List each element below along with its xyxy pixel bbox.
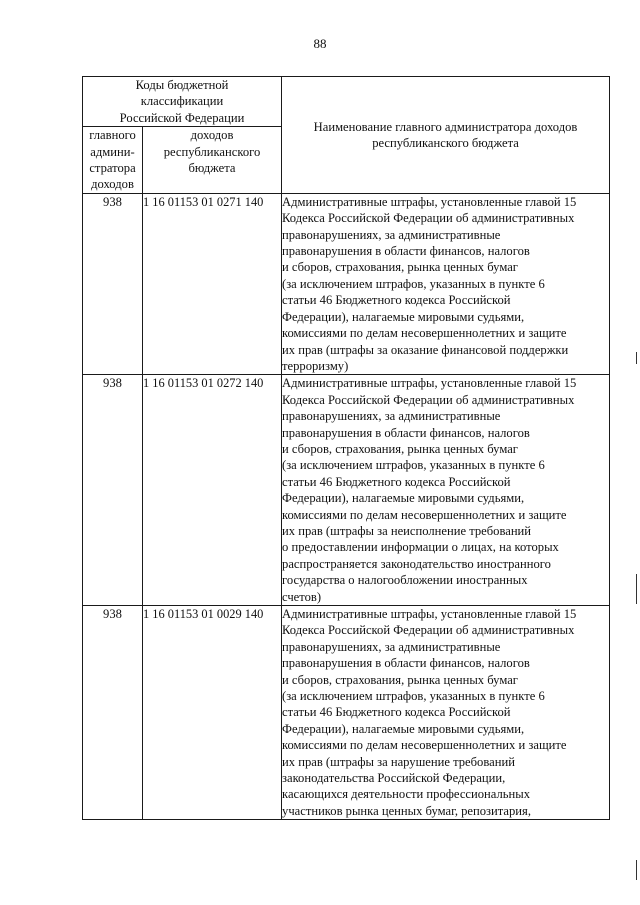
income-name-line: о предоставлении информации о лицах, на которых [282,540,559,555]
income-name-line: комиссиями по делам несовершеннолетних и защите [282,507,567,522]
income-name-line: (за исключением штрафов, указанных в пункте 6 [282,276,545,291]
header-admin-line: доходов [91,177,134,192]
income-name-line: комиссиями по делам несовершеннолетних и защите [282,326,567,341]
table-body [83,193,610,819]
income-name-line: правонарушениях, за административные [282,639,501,654]
scan-artifact-mark [636,574,637,604]
income-name-line: Федерации), налагаемые мировыми судьями, [282,309,525,324]
income-name-line: законодательства Российской Федерации, [282,771,506,786]
income-name-line: правонарушения в области финансов, налогов [282,244,530,259]
income-name-line: их прав (штрафы за нарушение требований [282,754,515,769]
income-name-line: Административные штрафы, установленные главой 15 [282,194,577,209]
income-name-line: правонарушения в области финансов, налогов [282,656,530,671]
income-name-line: комиссиями по делам несовершеннолетних и защите [282,738,567,753]
income-name-line: и сборов, страхования, рынка ценных бумаг [282,260,518,275]
income-name-line: Кодекса Российской Федерации об административных [282,623,575,638]
scan-artifact-mark [636,860,637,880]
income-name-line: Федерации), налагаемые мировыми судьями, [282,721,525,736]
page-number: 88 [313,36,327,51]
table-row [83,375,610,606]
income-name-line: статьи 46 Бюджетного кодекса Российской [282,474,511,489]
income-name-line: правонарушениях, за административные [282,409,501,424]
income-name-line: участников рынка ценных бумаг, репозитария, [282,803,531,818]
header-codes-line: Коды бюджетной [135,78,229,92]
income-name-line: и сборов, страхования, рынка ценных бумаг [282,441,518,456]
income-name-line: статьи 46 Бюджетного кодекса Российской [282,705,511,720]
header-admin-line: стратора [89,161,136,176]
income-name-line: правонарушения в области финансов, налогов [282,425,530,440]
income-name-line: и сборов, страхования, рынка ценных бумаг [282,672,518,687]
scan-artifact-mark [636,352,637,364]
header-name-column [282,77,610,194]
income-name-line: распространяется законодательство иностранного [282,556,551,571]
income-name-line: счетов) [282,589,322,604]
income-code-cell: 1 16 01153 01 0272 140 [143,375,282,606]
income-name-cell [282,606,610,820]
header-income-column [143,127,282,194]
income-name-line: (за исключением штрафов, указанных в пункте 6 [282,458,545,473]
header-admin-line: админи- [90,144,135,159]
header-codes-group [83,77,282,127]
header-income-line: бюджета [188,161,236,176]
income-name-line: их прав (штрафы за оказание финансовой поддержки [282,342,569,357]
budget-codes-table [82,76,610,820]
header-income-line: республиканского [163,144,261,159]
header-name-line: республиканского бюджета [372,135,519,150]
table-row [83,606,610,820]
income-name-cell [282,375,610,606]
income-name-line: правонарушениях, за административные [282,227,501,242]
admin-code-cell: 938 [83,375,143,606]
income-name-line: Административные штрафы, установленные главой 15 [282,607,577,621]
income-name-line: их прав (штрафы за неисполнение требований [282,523,532,538]
admin-code-cell: 938 [83,193,143,374]
income-name-line: государства о налогообложении иностранных [282,573,528,588]
header-name-line: Наименование главного администратора доходов [313,119,578,134]
header-admin-line: главного [89,128,136,143]
admin-code-cell: 938 [83,606,143,820]
income-name-line: статьи 46 Бюджетного кодекса Российской [282,293,511,308]
header-codes-line: классификации [140,94,224,109]
header-codes-line: Российской Федерации [119,110,245,125]
income-code-cell: 1 16 01153 01 0029 140 [143,606,282,820]
header-admin-column [83,127,143,194]
income-code-cell: 1 16 01153 01 0271 140 [143,193,282,374]
income-name-cell [282,193,610,374]
income-name-line: Кодекса Российской Федерации об административных [282,211,575,226]
income-name-line: (за исключением штрафов, указанных в пункте 6 [282,689,545,704]
table-row [83,193,610,374]
income-name-line: Административные штрафы, установленные главой 15 [282,376,577,391]
income-name-line: терроризму) [282,358,349,373]
income-name-line: Кодекса Российской Федерации об административных [282,392,575,407]
income-name-line: касающихся деятельности профессиональных [282,787,530,802]
header-income-line: доходов [190,128,234,143]
income-name-line: Федерации), налагаемые мировыми судьями, [282,491,525,506]
